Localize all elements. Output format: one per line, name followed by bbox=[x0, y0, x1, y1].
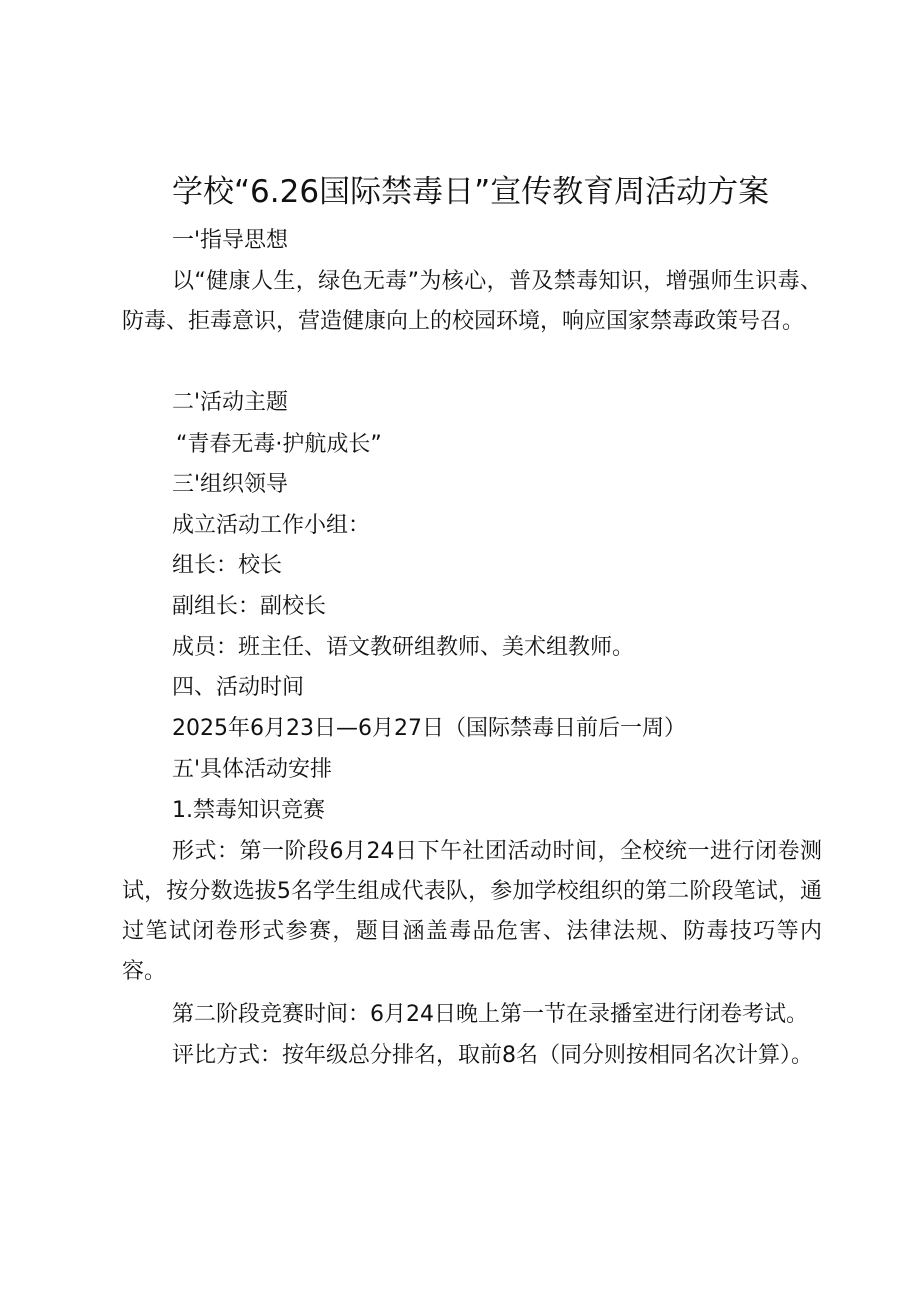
section-3-line-1: 成立活动工作小组： bbox=[172, 513, 371, 538]
section-5-heading: 五'具体活动安排 bbox=[172, 757, 333, 782]
section-4-body: 2025年6月23日—6月27日（国际禁毒日前后一周） bbox=[172, 716, 686, 741]
document-title: 学校“6.26国际禁毒日”宣传教育周活动方案 bbox=[172, 174, 770, 210]
section-2-body: “青春无毒·护航成长” bbox=[176, 432, 382, 457]
section-3-line-4: 成员：班主任、语文教研组教师、美术组教师。 bbox=[172, 635, 635, 660]
section-2-heading: 二'活动主题 bbox=[172, 390, 289, 415]
section-3-line-3: 副组长：副校长 bbox=[172, 594, 327, 619]
section-5-stage-2: 第二阶段竞赛时间：6月24日晚上第一节在录播室进行闭卷考试。 bbox=[172, 1002, 808, 1027]
section-1-body: 以“健康人生，绿色无毒”为核心，普及禁毒知识，增强师生识毒、防毒、拒毒意识，营造健康向上的校园环境，响应国家禁毒政策号召。 bbox=[122, 269, 822, 334]
section-5-item-1: 1.禁毒知识竞赛 bbox=[172, 798, 325, 823]
section-3-heading: 三'组织领导 bbox=[172, 472, 289, 497]
section-5-form-paragraph: 形式：第一阶段6月24日下午社团活动时间，全校统一进行闭卷测试，按分数选拔5名学生组成代表队，参加学校组织的第二阶段笔试，通过笔试闭卷形式参赛，题目涵盖毒品危害、法律法规、防毒技巧等内容。 bbox=[122, 839, 822, 984]
section-5-evaluation: 评比方式：按年级总分排名，取前8名（同分则按相同名次计算）。 bbox=[172, 1043, 813, 1068]
section-4-heading: 四、活动时间 bbox=[172, 675, 305, 700]
section-1-heading: 一'指导思想 bbox=[172, 228, 289, 253]
section-3-line-2: 组长：校长 bbox=[172, 553, 283, 578]
